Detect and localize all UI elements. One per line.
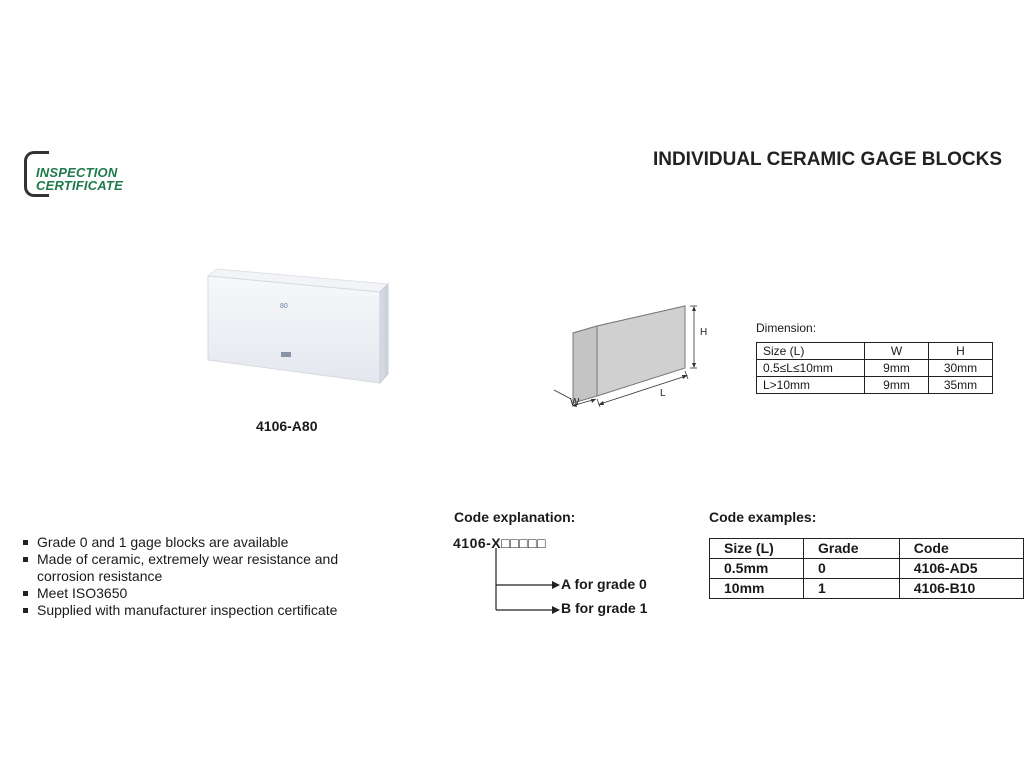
- table-row: [757, 377, 993, 394]
- table-row: [757, 360, 993, 377]
- table-row: [757, 343, 993, 360]
- logo-line-2: CERTIFICATE: [36, 178, 123, 193]
- table-cell: 4106-AD5: [899, 559, 1023, 579]
- feature-list: [22, 534, 382, 619]
- table-row: [710, 559, 1024, 579]
- table-cell: L>10mm: [757, 377, 865, 394]
- table-header: H: [929, 343, 993, 360]
- list-item: Made of ceramic, extremely wear resistance and corrosion resistance: [22, 551, 382, 585]
- table-cell: 9mm: [865, 360, 929, 377]
- diagram-label-l: L: [660, 388, 666, 399]
- code-examples-heading: Code examples:: [709, 509, 817, 525]
- dimension-label: Dimension:: [756, 321, 817, 335]
- table-cell: 0.5mm: [710, 559, 804, 579]
- table-header: Code: [899, 539, 1023, 559]
- table-cell: 9mm: [865, 377, 929, 394]
- table-header: Size (L): [710, 539, 804, 559]
- table-cell: 10mm: [710, 579, 804, 599]
- table-cell: 30mm: [929, 360, 993, 377]
- table-cell: 1: [804, 579, 900, 599]
- code-explanation-heading: Code explanation:: [454, 509, 576, 525]
- block-dimension-diagram: [540, 295, 720, 415]
- page-title: INDIVIDUAL CERAMIC GAGE BLOCKS: [652, 149, 1002, 170]
- code-examples-table: [709, 538, 1024, 599]
- gage-block-photo: [205, 268, 390, 388]
- diagram-label-h: H: [700, 327, 708, 338]
- table-cell: 4106-B10: [899, 579, 1023, 599]
- table-row: [710, 579, 1024, 599]
- grade-a-text: A for grade 0: [561, 576, 647, 592]
- list-item: Grade 0 and 1 gage blocks are available: [22, 534, 382, 551]
- code-pattern: 4106-X□□□□□: [453, 535, 546, 551]
- list-item: Supplied with manufacturer inspection certificate: [22, 602, 382, 619]
- table-cell: 0.5≤L≤10mm: [757, 360, 865, 377]
- dimension-table: [756, 342, 993, 394]
- list-item: Meet ISO3650: [22, 585, 382, 602]
- block-engraved-size: 80: [280, 303, 288, 310]
- inspection-certificate-logo: [36, 166, 123, 192]
- table-cell: 0: [804, 559, 900, 579]
- product-code: 4106-A80: [256, 418, 318, 434]
- table-row: [710, 539, 1024, 559]
- logo-line-1: INSPECTION: [36, 165, 118, 180]
- grade-b-text: B for grade 1: [561, 600, 648, 616]
- diagram-label-w: W: [570, 397, 580, 408]
- table-cell: 35mm: [929, 377, 993, 394]
- table-header: Grade: [804, 539, 900, 559]
- table-header: W: [865, 343, 929, 360]
- table-header: Size (L): [757, 343, 865, 360]
- code-explanation-arrows: [480, 548, 562, 618]
